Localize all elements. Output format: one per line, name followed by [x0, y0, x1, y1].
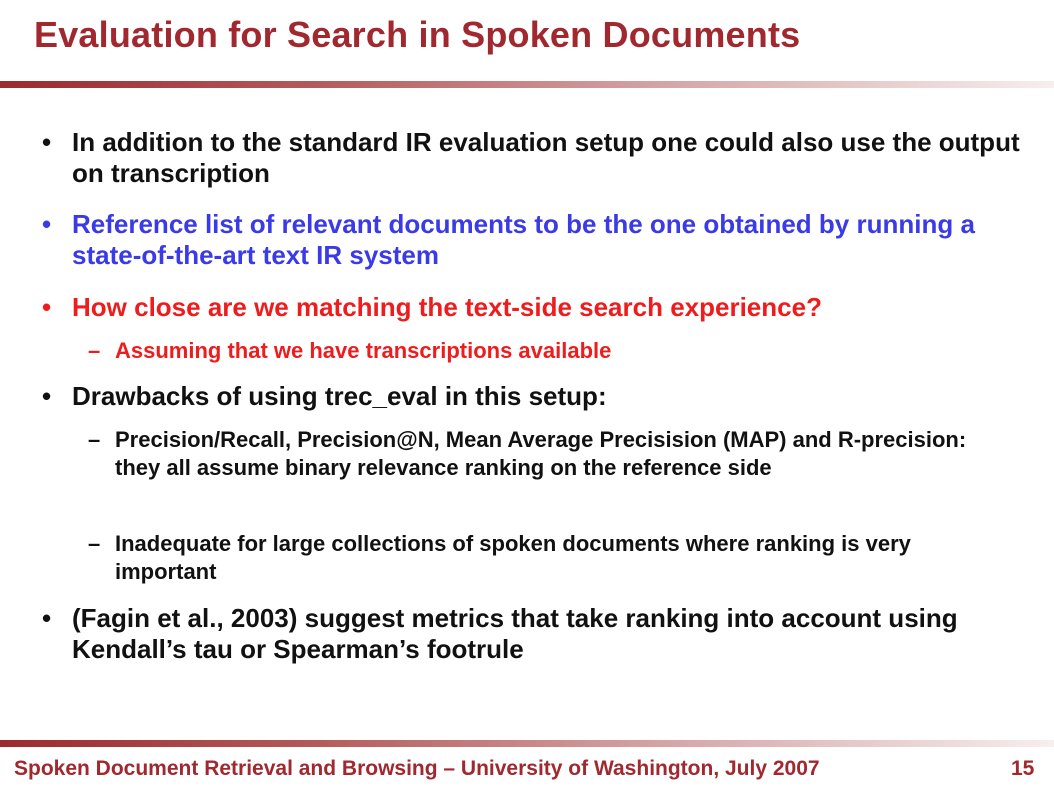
sub-bullet-marker: – [88, 427, 101, 452]
bullet-4-text: Drawbacks of using trec_eval in this setup: [72, 381, 607, 411]
bullet-marker: • [42, 127, 52, 157]
bullet-3-text: How close are we matching the text-side search experience? [72, 292, 822, 322]
sub-bullet-4-2-text: Inadequate for large collections of spoken documents where ranking is very important [115, 531, 911, 584]
sub-bullet-marker: – [88, 338, 101, 363]
footer-divider [0, 740, 1054, 747]
slide-title: Evaluation for Search in Spoken Documents [34, 14, 801, 55]
bullet-2-text: Reference list of relevant documents to be the one obtained by running a state-of-the-art text IR system [72, 209, 975, 270]
bullet-1-text: In addition to the standard IR evaluation setup one could also use the output on transcription [72, 127, 1020, 188]
bullet-marker: • [42, 603, 52, 633]
sub-bullet-3-1-text: Assuming that we have transcriptions available [115, 338, 612, 363]
slide-footer: Spoken Document Retrieval and Browsing – University of Washington, July 2007 [14, 757, 820, 780]
bullet-marker: • [42, 381, 52, 411]
bullet-5-text: (Fagin et al., 2003) suggest metrics that take ranking into account using Kendall’s tau or Spearman’s footrule [72, 603, 958, 664]
bullet-marker: • [42, 209, 52, 239]
sub-bullet-marker: – [88, 531, 101, 556]
title-divider [0, 81, 1054, 88]
bullet-marker: • [42, 292, 52, 322]
page-number: 15 [1011, 757, 1035, 780]
sub-bullet-4-1-text: Precision/Recall, Precision@N, Mean Average Precisision (MAP) and R-precision: they all assume binary relevance ranking on the reference side [115, 427, 967, 480]
